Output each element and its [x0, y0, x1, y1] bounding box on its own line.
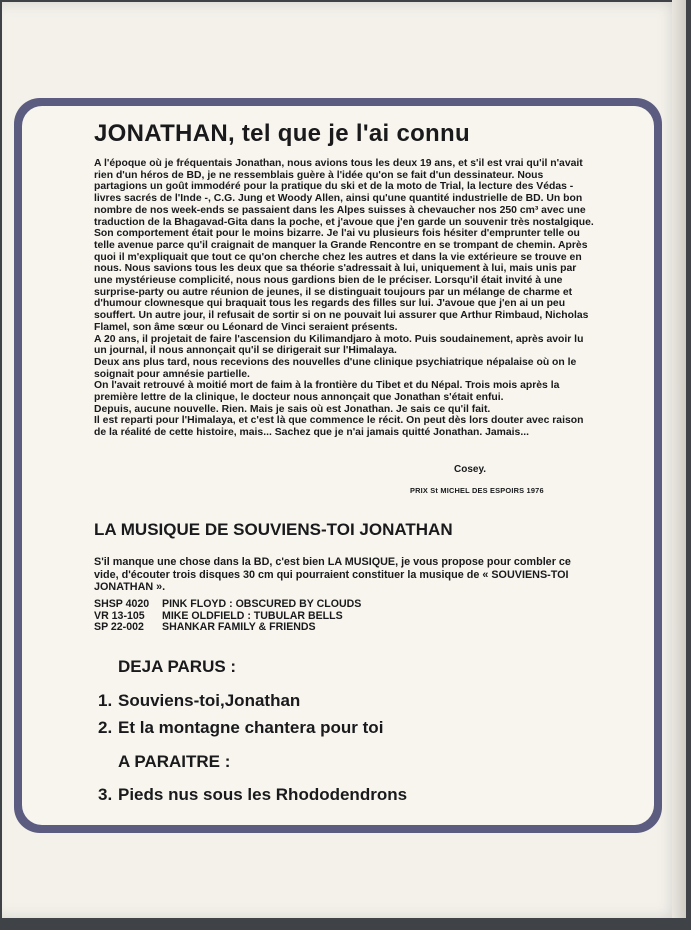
- article-title: JONATHAN, tel que je l'ai connu: [94, 120, 470, 147]
- article-paragraph: Il est reparti pour l'Himalaya, et c'est là que commence le récit. On peut dès lors douter avec raison de la réalité de cette histoire, mais... Sachez que je n'ai jamais quitté Jonathan. Jamais...: [94, 415, 584, 439]
- record-row: [94, 622, 361, 634]
- record-title: MIKE OLDFIELD : TUBULAR BELLS: [162, 609, 343, 622]
- record-row: [94, 599, 361, 611]
- book-entry: [98, 691, 300, 711]
- prize-line: PRIX St MICHEL DES ESPOIRS 1976: [410, 486, 544, 495]
- record-code: VR 13-105: [94, 609, 145, 622]
- author-signature: Cosey.: [454, 464, 487, 475]
- article-paragraph: On l'avait retrouvé à moitié mort de faim à la frontière du Tibet et du Népal. Trois mois après la première lettre de la clinique, le docteur nous annonçait que Jonathan s'était enfui.: [94, 380, 560, 404]
- record-title: PINK FLOYD : OBSCURED BY CLOUDS: [162, 598, 362, 610]
- music-intro: S'il manque une chose dans la BD, c'est bien LA MUSIQUE, je vous propose pour combler ce vide, d'écouter trois disques 30 cm qui pourraient constituer la musique de « SOUVIENS-TOI JONATHAN ».: [94, 556, 571, 594]
- article-paragraph: A l'époque où je fréquentais Jonathan, nous avions tous les deux 19 ans, et s'il est vrai qu'il n'avait rien d'un héros de BD, je ne ressemblais guère à l'idée qu'on se fait d'un dessinateur. Nous partagions un goût immodéré pour la pratique du ski et de la moto de Trial, la lecture des Védas - livres sacrés de l'Inde -, C.G. Jung et Woody Allen, ainsi qu'une quantité industrielle de BD. Un bon nombre de nos week-ends se passaient dans les Alpes suisses à chevaucher nos 250 cm³ avec une traduction de la Bhagavad-Gita dans la poche, et j'avoue que j'en garde un souvenir très nostalgique. Son comportement était pour le moins bizarre. Je l'ai vu plusieurs fois hésiter d'emprunter telle ou telle avenue parce qu'il craignait de manquer la Grande Rencontre en se trompant de chemin. Après quoi il m'expliquait que tout ce qu'on cherche chez les autres et dans la vie extérieure se trouve en nous. Nous savions tous les deux que sa théorie s'adressait à lui, uniquement à lui, mais unis par une mystérieuse complicité, nous nous gardions bien de le préciser. Lorsqu'il était invité à une surprise-party ou autre réunion de jeunes, il se distinguait toujours par un mélange de charme et d'humour clownesque qui braquait tous les regards des filles sur lui. J'avoue que j'en ai un peu souffert. Un autre jour, il refusait de sortir si on ne pouvait lui assurer que Arthur Rimbaud, Nicholas Flamel, son âme sœur ou Léonard de Vinci seraient présents.: [94, 158, 594, 333]
- book-spine-edge: [672, 0, 686, 918]
- deja-parus-heading: DEJA PARUS :: [118, 657, 237, 676]
- record-title: SHANKAR FAMILY & FRIENDS: [162, 621, 316, 633]
- article-body: [94, 158, 594, 439]
- record-code: SHSP 4020: [94, 598, 150, 610]
- article-paragraph: Deux ans plus tard, nous recevions des nouvelles d'une clinique psychiatrique népalaise où on le soignait pour amnésie partielle.: [94, 356, 577, 380]
- records-list: [94, 599, 361, 634]
- book-entry: [98, 718, 383, 738]
- book-entry: [98, 785, 407, 805]
- article-paragraph: Depuis, aucune nouvelle. Rien. Mais je sais où est Jonathan. Je sais ce qu'il fait.: [94, 403, 491, 415]
- book-title: Souviens-toi,Jonathan: [118, 691, 301, 710]
- book-number: 2.: [98, 718, 113, 737]
- record-code: SP 22-002: [94, 621, 144, 633]
- book-number: 1.: [98, 691, 113, 710]
- book-number: 3.: [98, 785, 113, 804]
- book-title: Pieds nus sous les Rhododendrons: [118, 785, 408, 804]
- text-panel: [22, 106, 654, 825]
- music-section-title: LA MUSIQUE DE SOUVIENS-TOI JONATHAN: [94, 520, 453, 539]
- article-paragraph: A 20 ans, il projetait de faire l'ascension du Kilimandjaro à moto. Puis soudainement, après avoir lu un journal, il nous annonçait qu'il se dirigerait sur l'Himalaya.: [94, 333, 584, 357]
- a-paraitre-heading: A PARAITRE :: [118, 752, 231, 771]
- book-title: Et la montagne chantera pour toi: [118, 718, 384, 737]
